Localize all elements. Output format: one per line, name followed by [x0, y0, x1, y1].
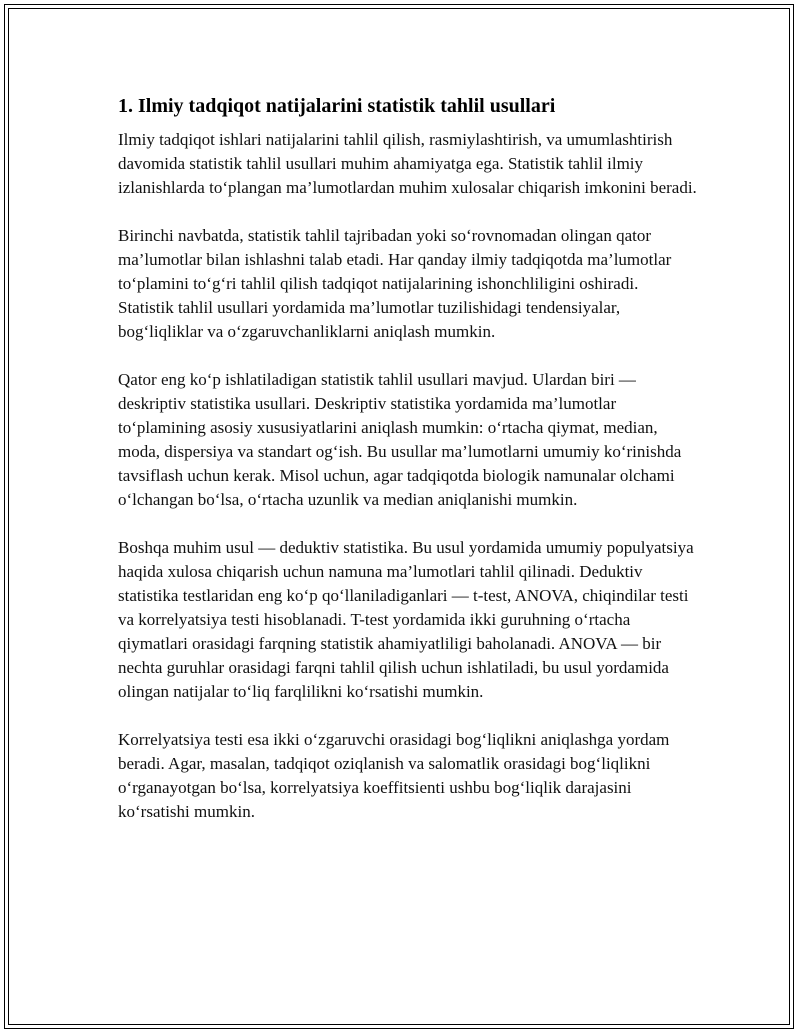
paragraph-correlation: Korrelyatsiya testi esa ikki o‘zgaruvchi orasidagi bog‘liqlikni aniqlashga yordam beradi. Agar, masalan, tadqiqot oziqlanish va salomatlik orasidagi bog‘liqlikni o‘rganayotgan bo‘lsa, korrelyatsiya koeffitsienti ushbu bog‘liqlik darajasini ko‘rsatishi mumkin. [118, 730, 670, 821]
paragraph-descriptive-statistics: Qator eng ko‘p ishlatiladigan statistik tahlil usullari mavjud. Ulardan biri — deskriptiv statistika usullari. Deskriptiv statistika yordamida ma’lumotlar to‘plamining asosiy xususiyatlarini aniqlash mumkin: o‘rtacha qiymat, median, moda, dispersiya va standart og‘ish. Bu usullar ma’lumotlarni umumiy ko‘rinishda tavsiflash uchun kerak. Misol uchun, agar tadqiqotda biologik namunalar olchami o‘lchangan bo‘lsa, o‘rtacha uzunlik va median aniqlanishi mumkin. [118, 370, 682, 509]
paragraph-data-handling: Birinchi navbatda, statistik tahlil tajribadan yoki so‘rovnomadan olingan qator ma’lumotlar bilan ishlashni talab etadi. Har qanday ilmiy tadqiqotda ma’lumotlar to‘plamini to‘g‘ri tahlil qilish tadqiqot natijalarining ishonchliligini oshiradi. Statistik tahlil usullari yordamida ma’lumotlar tuzilishidagi tendensiyalar, bog‘liqliklar va o‘zgaruvchanliklarni aniqlash mumkin. [118, 226, 672, 341]
section-heading: 1. Ilmiy tadqiqot natijalarini statistik tahlil usullari [118, 95, 556, 117]
paragraph-intro: Ilmiy tadqiqot ishlari natijalarini tahlil qilish, rasmiylashtirish, va umumlashtirish davomida statistik tahlil usullari muhim ahamiyatga ega. Statistik tahlil ilmiy izlanishlarda to‘plangan ma’lumotlardan muhim xulosalar chiqarish imkonini beradi. [118, 130, 697, 197]
document-body [118, 92, 698, 848]
paragraph-deductive-statistics: Boshqa muhim usul — deduktiv statistika. Bu usul yordamida umumiy populyatsiya haqida xulosa chiqarish uchun namuna ma’lumotlari tahlil qilinadi. Deduktiv statistika testlaridan eng ko‘p qo‘llaniladiganlari — t-test, ANOVA, chiqindilar testi va korrelyatsiya testi hisoblanadi. T-test yordamida ikki guruhning o‘rtacha qiymatlari orasidagi farqning statistik ahamiyatliligi baholanadi. ANOVA — bir nechta guruhlar orasidagi farqni tahlil qilish uchun ishlatiladi, bu usul yordamida olingan natijalar to‘liq farqlilikni ko‘rsatishi mumkin. [118, 538, 694, 701]
